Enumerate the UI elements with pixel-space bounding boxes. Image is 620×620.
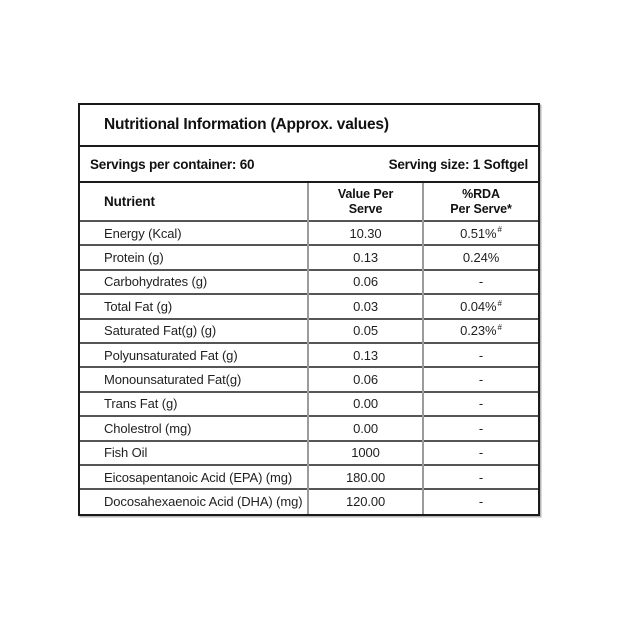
col-header-rda-per-serve: [423, 183, 538, 221]
col-header-rda-line1: %RDA: [462, 187, 500, 202]
nutrient-cell: Cholestrol (mg): [80, 416, 308, 440]
panel-title: Nutritional Information (Approx. values): [104, 116, 389, 133]
value-per-serve-cell: 180.00: [308, 465, 423, 489]
value-per-serve-cell: 1000: [308, 441, 423, 465]
panel-title-section: [80, 105, 538, 147]
nutrients-table: [80, 183, 538, 514]
value-per-serve-cell: 0.00: [308, 392, 423, 416]
rda-per-serve-cell: 0.23%#: [423, 319, 538, 343]
col-header-rda-line2: Per Serve*: [450, 201, 512, 216]
nutrient-cell: Carbohydrates (g): [80, 270, 308, 294]
servings-per-container: Servings per container: 60: [90, 156, 255, 172]
footnote-mark: #: [497, 225, 502, 235]
value-per-serve-cell: 0.03: [308, 294, 423, 318]
table-row: [80, 270, 538, 294]
nutrient-cell: Protein (g): [80, 245, 308, 269]
nutrient-cell: Monounsaturated Fat(g): [80, 367, 308, 391]
serving-size: Serving size: 1 Softgel: [388, 156, 528, 172]
nutrient-cell: Saturated Fat(g) (g): [80, 319, 308, 343]
rda-per-serve-cell: -: [423, 392, 538, 416]
table-row: [80, 245, 538, 269]
table-row: [80, 221, 538, 245]
footnote-mark: #: [497, 298, 502, 308]
rda-per-serve-cell: -: [423, 465, 538, 489]
nutrient-cell: Fish Oil: [80, 441, 308, 465]
table-row: [80, 465, 538, 489]
col-header-value-line2: Serve: [348, 201, 383, 216]
value-per-serve-cell: 10.30: [308, 221, 423, 245]
nutrition-panel: [78, 103, 540, 516]
table-row: [80, 489, 538, 513]
nutrient-cell: Eicosapentanoic Acid (EPA) (mg): [80, 465, 308, 489]
table-row: [80, 294, 538, 318]
nutrient-cell: Trans Fat (g): [80, 392, 308, 416]
rda-per-serve-cell: 0.24%: [423, 245, 538, 269]
value-per-serve-cell: 0.00: [308, 416, 423, 440]
table-row: [80, 441, 538, 465]
table-row: [80, 343, 538, 367]
nutrient-cell: Total Fat (g): [80, 294, 308, 318]
value-per-serve-cell: 0.13: [308, 245, 423, 269]
table-row: [80, 392, 538, 416]
nutrient-cell: Docosahexaenoic Acid (DHA) (mg): [80, 489, 308, 513]
rda-per-serve-cell: -: [423, 270, 538, 294]
table-row: [80, 319, 538, 343]
nutrient-rows: [80, 221, 538, 514]
col-header-value-per-serve: [308, 183, 423, 221]
col-header-nutrient: [80, 183, 308, 221]
servings-row: [80, 147, 538, 183]
table-row: [80, 416, 538, 440]
rda-per-serve-cell: -: [423, 416, 538, 440]
nutrient-cell: Polyunsaturated Fat (g): [80, 343, 308, 367]
header-row: [80, 183, 538, 221]
value-per-serve-cell: 0.13: [308, 343, 423, 367]
value-per-serve-cell: 0.05: [308, 319, 423, 343]
rda-per-serve-cell: -: [423, 441, 538, 465]
rda-per-serve-cell: 0.51%#: [423, 221, 538, 245]
footnote-mark: #: [497, 322, 502, 332]
rda-per-serve-cell: -: [423, 367, 538, 391]
table-row: [80, 367, 538, 391]
rda-per-serve-cell: 0.04%#: [423, 294, 538, 318]
value-per-serve-cell: 0.06: [308, 367, 423, 391]
value-per-serve-cell: 0.06: [308, 270, 423, 294]
rda-per-serve-cell: -: [423, 489, 538, 513]
col-header-nutrient-label: Nutrient: [104, 193, 155, 209]
value-per-serve-cell: 120.00: [308, 489, 423, 513]
nutrient-cell: Energy (Kcal): [80, 221, 308, 245]
col-header-value-line1: Value Per: [337, 187, 394, 202]
rda-per-serve-cell: -: [423, 343, 538, 367]
